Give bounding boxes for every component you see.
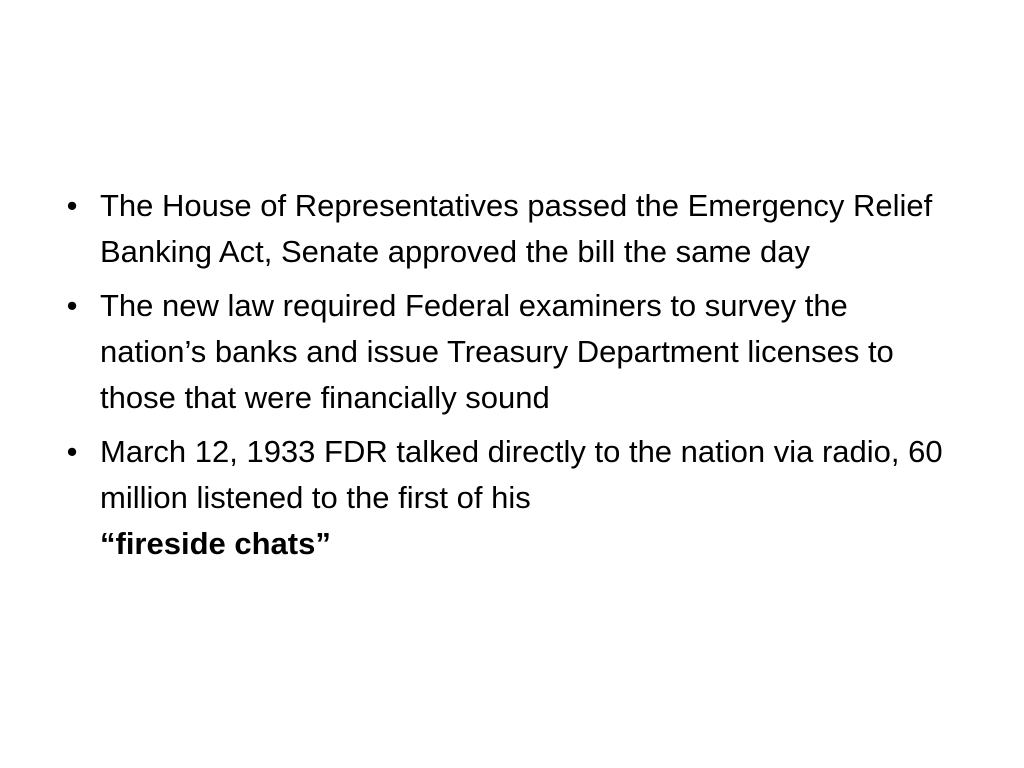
bullet-dot: •	[66, 288, 78, 323]
bullet-list	[62, 183, 962, 575]
fireside-chats-emphasis: “fireside chats”	[100, 526, 331, 561]
bullet-item-fireside-chats	[62, 429, 962, 567]
bullet-text: The new law required Federal examiners to survey the nation’s banks and issue Treasury Department licenses to those that were financially sound	[100, 288, 894, 415]
bullet-dot: •	[66, 434, 78, 469]
bullet-text: The House of Representatives passed the Emergency Relief Banking Act, Senate approved the bill the same day	[100, 188, 933, 269]
bullet-dot: •	[66, 188, 78, 223]
bullet-text: March 12, 1933 FDR talked directly to the nation via radio, 60 million listened to the first of his	[100, 434, 943, 515]
bullet-item-new-law	[62, 283, 962, 421]
bullet-item-house-passed	[62, 183, 962, 275]
